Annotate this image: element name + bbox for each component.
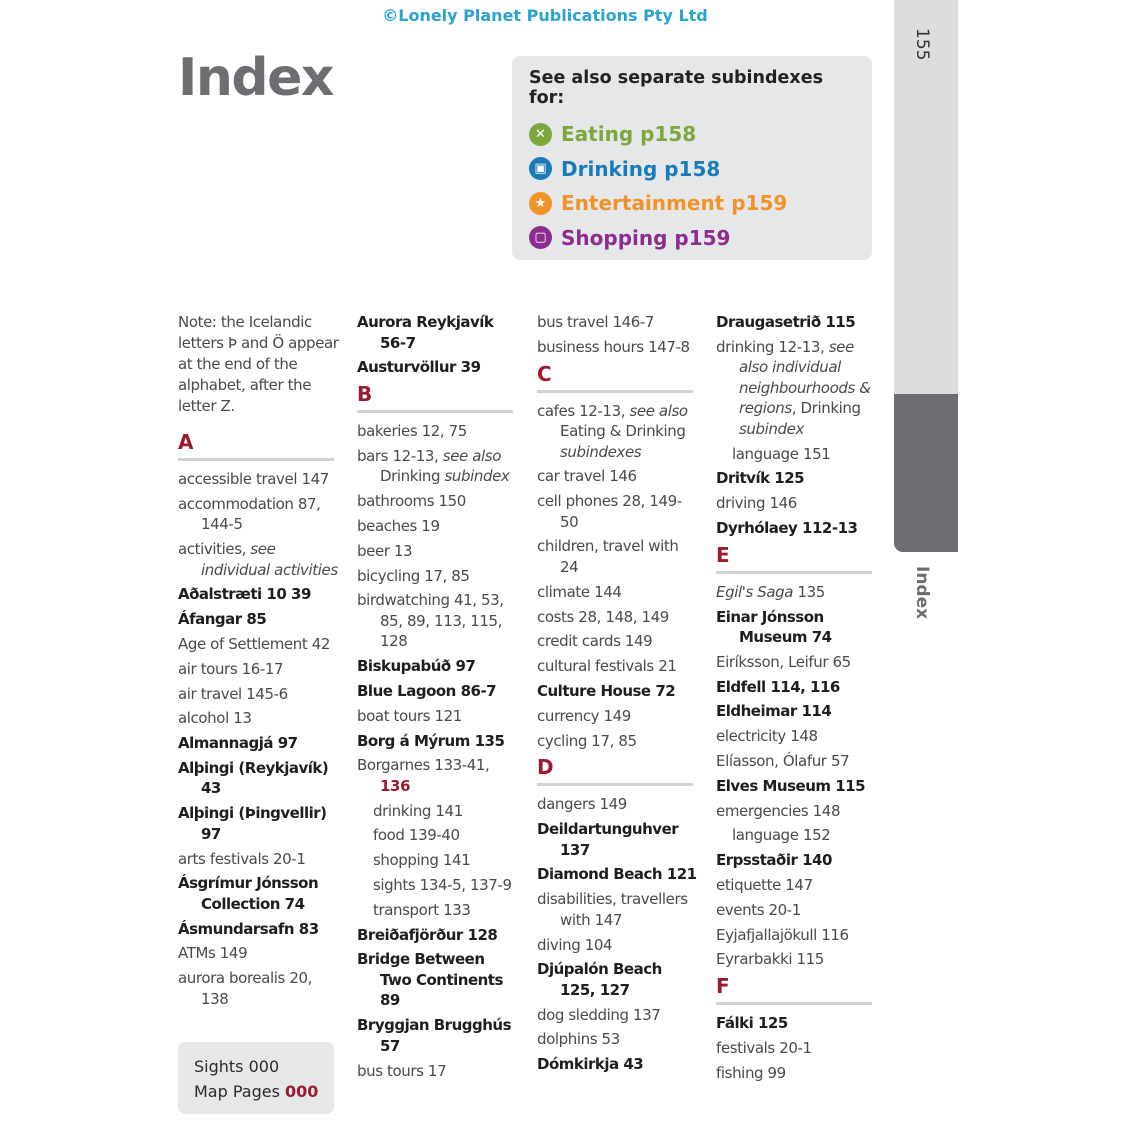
index-entry: Aðalstræti 10 39: [178, 585, 311, 604]
page-legend: [178, 1042, 334, 1114]
index-entry: currency 149: [537, 706, 631, 725]
index-entry: Eyrarbakki 115: [716, 950, 824, 969]
index-entry: fishing 99: [716, 1063, 786, 1082]
index-entry: Eyjafjallajökull 116: [716, 925, 849, 944]
index-entry: Draugasetrið 115: [716, 313, 856, 331]
legend-map-pages: [194, 1079, 334, 1104]
index-entry: bus tours 17: [357, 1061, 447, 1080]
drink-icon: ▣: [529, 157, 552, 180]
index-entry: Age of Settlement 42: [178, 634, 330, 653]
index-entry: cultural festivals 21: [537, 657, 677, 676]
subindex-link-shopping[interactable]: [529, 221, 856, 256]
index-subentry: food 139-40: [373, 826, 460, 845]
index-entry: beaches 19: [357, 516, 440, 535]
subindex-box: [512, 56, 872, 260]
index-entry: bakeries 12, 75: [357, 422, 467, 441]
index-entry: Elves Museum 115: [716, 776, 866, 795]
index-entry: Borgarnes 133-41, 136: [357, 756, 490, 795]
index-entry: emergencies 148: [716, 801, 841, 820]
index-entry: cafes 12-13, see also Eating & Drinking subindexes: [537, 401, 688, 461]
index-entry: costs 28, 148, 149: [537, 607, 669, 626]
index-entry: alcohol 13: [178, 709, 252, 728]
subindex-link-label: Entertainment p159: [561, 191, 788, 216]
subindex-link-entertainment[interactable]: [529, 186, 856, 221]
index-entry: Egil's Saga 135: [716, 582, 825, 601]
index-section-letter: D: [537, 755, 693, 786]
index-entry: driving 146: [716, 494, 797, 513]
index-entry: Eldheimar 114: [716, 702, 832, 721]
index-entry: disabilities, travellers with 147: [537, 890, 688, 929]
index-column-4: [716, 312, 878, 1088]
subindex-link-eating[interactable]: [529, 117, 856, 152]
side-tab-label: Index: [912, 566, 932, 620]
index-column-3: [537, 312, 699, 1079]
index-entry: Biskupabúð 97: [357, 657, 476, 676]
index-entry: dolphins 53: [537, 1030, 620, 1049]
index-entry: festivals 20-1: [716, 1039, 812, 1058]
index-entry: bicycling 17, 85: [357, 566, 470, 585]
index-entry: children, travel with 24: [537, 537, 679, 576]
index-entry: Borg á Mýrum 135: [357, 731, 505, 750]
index-entry: activities, see individual activities: [178, 540, 338, 579]
index-entry: Ásmundarsafn 83: [178, 919, 319, 938]
legend-sights: Sights 000: [194, 1057, 280, 1076]
index-entry: Deildartunguhver 137: [537, 820, 679, 859]
index-entry: accommodation 87, 144-5: [178, 494, 321, 534]
index-entry: Elíasson, Ólafur 57: [716, 752, 850, 771]
index-entry: Dritvík 125: [716, 469, 805, 488]
copyright-notice: ©Lonely Planet Publications Pty Ltd: [382, 6, 708, 25]
index-entry: business hours 147-8: [537, 337, 690, 356]
index-entry: arts festivals 20-1: [178, 849, 306, 868]
index-entry: Eiríksson, Leifur 65: [716, 652, 851, 671]
index-entry: car travel 146: [537, 467, 637, 486]
legend-map-pages-label: Map Pages: [194, 1082, 280, 1101]
subindex-link-label: Shopping p159: [561, 225, 731, 250]
alphabet-note: Note: the Icelandic letters Þ and Ö appear at the end of the alphabet, after the letter Z.: [178, 313, 339, 415]
index-section-letter: C: [537, 362, 693, 393]
index-entry: Dómkirkja 43: [537, 1055, 644, 1074]
index-section-letter: E: [716, 543, 872, 574]
index-entry: bathrooms 150: [357, 492, 466, 511]
index-entry: Eldfell 114, 116: [716, 677, 840, 696]
index-entry: cycling 17, 85: [537, 731, 637, 750]
index-entry: drinking 12-13, see also individual neighbourhoods & regions, Drinking subindex: [716, 337, 871, 438]
star-icon: ★: [529, 192, 552, 215]
index-entry: bus travel 146-7: [537, 313, 655, 331]
index-entry: events 20-1: [716, 900, 801, 919]
index-entry: etiquette 147: [716, 876, 813, 895]
index-subentry: language 151: [732, 444, 831, 463]
index-entry: Austurvöllur 39: [357, 358, 481, 377]
subindex-list: [529, 117, 856, 255]
index-entry: credit cards 149: [537, 632, 653, 651]
index-entry: Bridge Between Two Continents 89: [357, 950, 503, 1010]
index-entry: boat tours 121: [357, 706, 462, 725]
subindex-link-drinking[interactable]: [529, 152, 856, 187]
index-entry: birdwatching 41, 53, 85, 89, 113, 115, 128: [357, 591, 504, 651]
index-subentry: drinking 141: [373, 801, 463, 820]
index-entry: Almannagjá 97: [178, 734, 298, 753]
index-entry: Erpsstaðir 140: [716, 851, 832, 870]
index-entry: dog sledding 137: [537, 1005, 661, 1024]
index-entry: electricity 148: [716, 727, 818, 746]
index-entry: Áfangar 85: [178, 610, 267, 629]
index-entry: air tours 16-17: [178, 659, 284, 678]
index-column-1: [178, 312, 340, 1014]
index-entry: air travel 145-6: [178, 684, 288, 703]
side-tab-highlight: [894, 394, 958, 552]
index-entry: Diamond Beach 121: [537, 865, 697, 884]
index-entry: dangers 149: [537, 795, 627, 814]
index-entry: Aurora Reykjavík 56-7: [357, 313, 494, 352]
page-title: Index: [178, 48, 333, 108]
index-section-letter: F: [716, 974, 872, 1005]
subindex-link-label: Drinking p158: [561, 156, 721, 181]
page-number: 155: [912, 28, 932, 61]
utensils-icon: ✕: [529, 123, 552, 146]
index-section-letter: A: [178, 430, 334, 461]
index-entry: Culture House 72: [537, 681, 676, 700]
index-entry: Blue Lagoon 86-7: [357, 681, 497, 700]
legend-map-pages-value: 000: [285, 1082, 319, 1101]
index-subentry: language 152: [732, 826, 831, 845]
index-entry: Bryggjan Brugghús 57: [357, 1016, 512, 1055]
subindex-heading: See also separate subindexes for:: [529, 68, 823, 108]
index-entry: climate 144: [537, 582, 622, 601]
index-entry: Breiðafjörður 128: [357, 925, 498, 944]
index-entry: Alþingi (Þingvellir) 97: [178, 804, 327, 843]
index-entry: aurora borealis 20, 138: [178, 969, 312, 1008]
index-section-letter: B: [357, 382, 513, 413]
index-entry: Fálki 125: [716, 1014, 788, 1033]
index-subentry: shopping 141: [373, 851, 471, 870]
index-entry: Einar Jónsson Museum 74: [716, 607, 832, 647]
index-entry: beer 13: [357, 541, 413, 560]
index-entry: ATMs 149: [178, 944, 248, 963]
index-entry: diving 104: [537, 935, 613, 954]
index-subentry: transport 133: [373, 900, 471, 919]
index-entry: Dyrhólaey 112-13: [716, 518, 858, 537]
index-entry: Djúpalón Beach 125, 127: [537, 960, 662, 999]
index-entry: bars 12-13, see also Drinking subindex: [357, 446, 510, 486]
shopping-bag-icon: ▢: [529, 226, 552, 249]
index-entry: accessible travel 147: [178, 470, 329, 488]
subindex-link-label: Eating p158: [561, 122, 697, 147]
index-entry: cell phones 28, 149-50: [537, 492, 682, 531]
index-subentry: sights 134-5, 137-9: [373, 876, 512, 895]
index-entry: Alþingi (Reykjavík) 43: [178, 758, 329, 798]
index-column-2: [357, 312, 519, 1085]
index-entry: Ásgrímur Jónsson Collection 74: [178, 874, 319, 913]
